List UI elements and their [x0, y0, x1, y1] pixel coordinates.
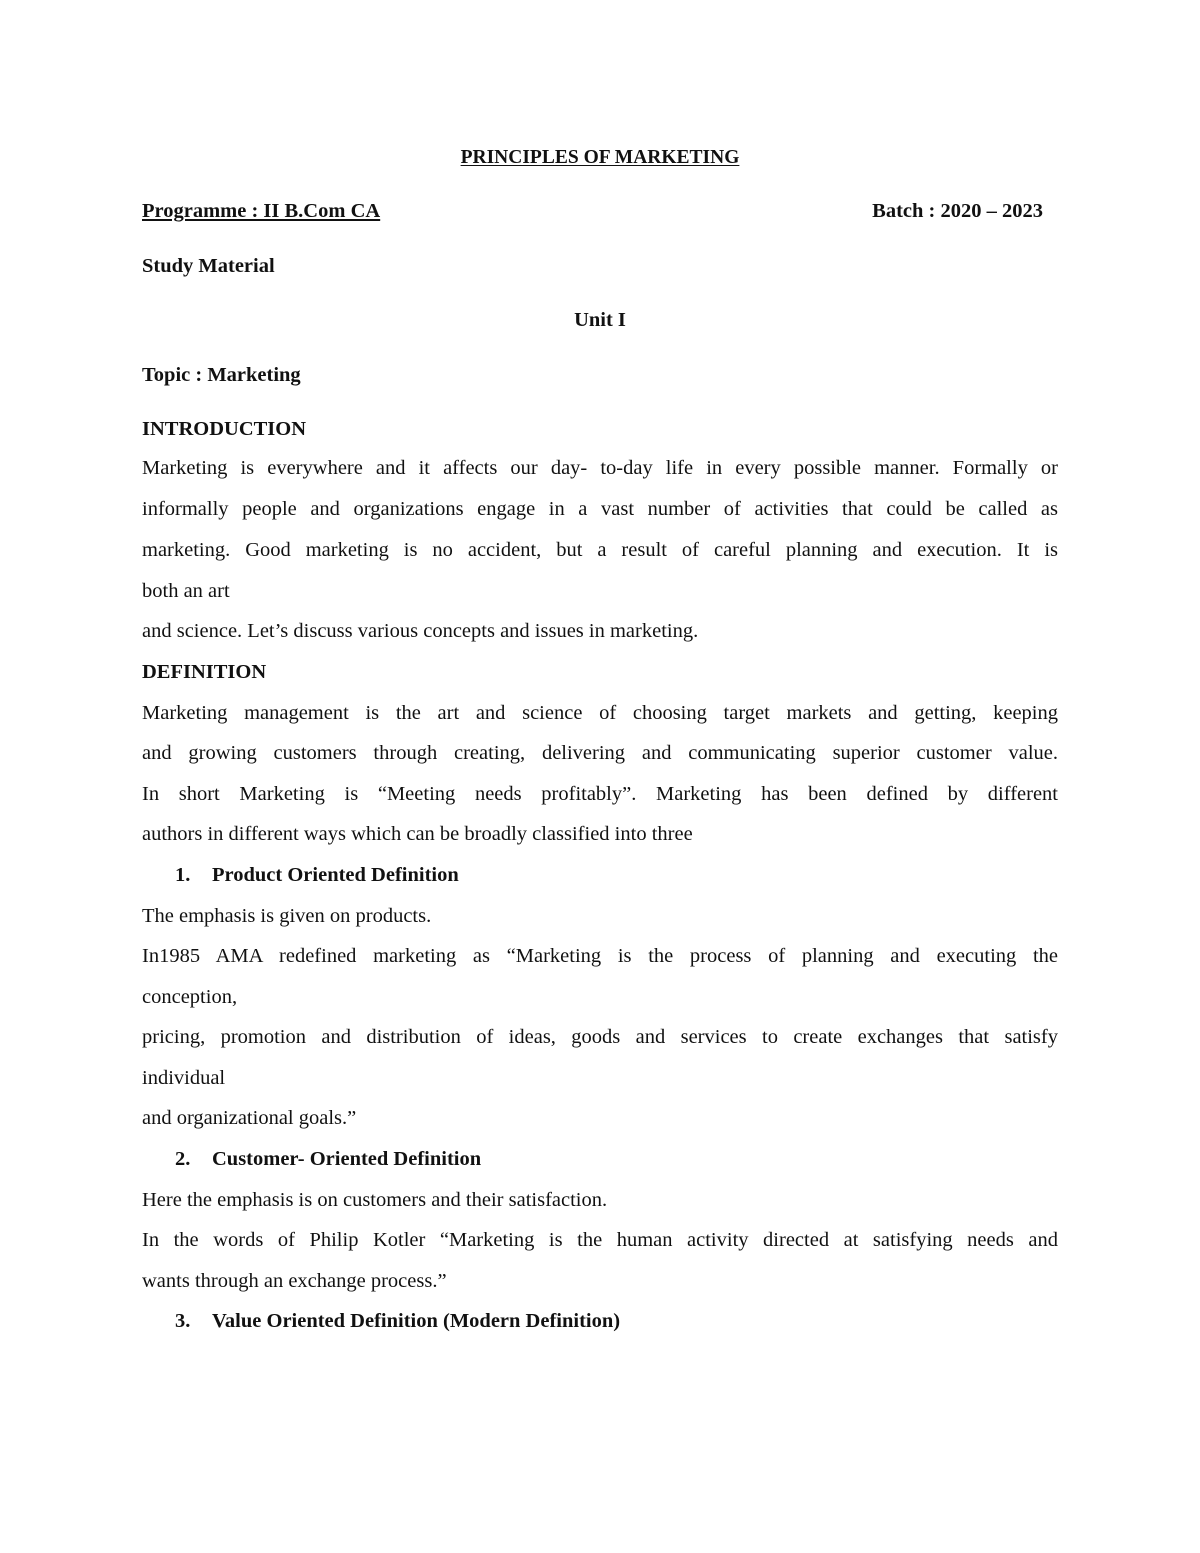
definition-heading: DEFINITION — [142, 661, 267, 683]
list-number: 3. — [175, 1310, 191, 1332]
study-material-label: Study Material — [142, 255, 275, 277]
introduction-line: marketing. Good marketing is no accident, but a result of careful planning and execution. It is — [142, 539, 1058, 561]
product-oriented-line: In1985 AMA redefined marketing as “Marketing is the process of planning and executing the — [142, 945, 1058, 967]
definition-line: Marketing management is the art and science of choosing target markets and getting, keeping — [142, 702, 1058, 724]
list-item-heading: Value Oriented Definition (Modern Definition) — [212, 1310, 621, 1332]
topic-label: Topic : Marketing — [142, 364, 301, 386]
product-oriented-line: conception, — [142, 986, 238, 1008]
introduction-line: both an art — [142, 580, 230, 602]
list-number: 1. — [175, 864, 191, 886]
introduction-line: Marketing is everywhere and it affects our day- to-day life in every possible manner. Formally or — [142, 457, 1058, 479]
product-oriented-line: and organizational goals.” — [142, 1107, 357, 1129]
customer-oriented-line: In the words of Philip Kotler “Marketing is the human activity directed at satisfying needs and — [142, 1229, 1058, 1251]
list-number: 2. — [175, 1148, 191, 1170]
definition-line: and growing customers through creating, delivering and communicating superior customer value. — [142, 742, 1058, 764]
unit-heading: Unit I — [574, 309, 626, 331]
introduction-heading: INTRODUCTION — [142, 418, 307, 440]
definition-line: authors in different ways which can be broadly classified into three — [142, 823, 693, 845]
introduction-line: informally people and organizations engage in a vast number of activities that could be called as — [142, 498, 1058, 520]
document-title: PRINCIPLES OF MARKETING — [460, 147, 740, 168]
definition-line: In short Marketing is “Meeting needs profitably”. Marketing has been defined by different — [142, 783, 1058, 805]
programme-label: Programme : II B.Com CA — [142, 200, 381, 222]
product-oriented-line: individual — [142, 1067, 226, 1089]
customer-oriented-line: wants through an exchange process.” — [142, 1270, 447, 1292]
list-item-heading: Customer- Oriented Definition — [212, 1148, 482, 1170]
list-item-heading: Product Oriented Definition — [212, 864, 459, 886]
customer-oriented-line: Here the emphasis is on customers and their satisfaction. — [142, 1189, 608, 1211]
product-oriented-line: pricing, promotion and distribution of ideas, goods and services to create exchanges that satisfy — [142, 1026, 1058, 1048]
product-oriented-line: The emphasis is given on products. — [142, 905, 432, 927]
batch-label: Batch : 2020 – 2023 — [872, 200, 1043, 222]
introduction-line: and science. Let’s discuss various concepts and issues in marketing. — [142, 620, 699, 642]
